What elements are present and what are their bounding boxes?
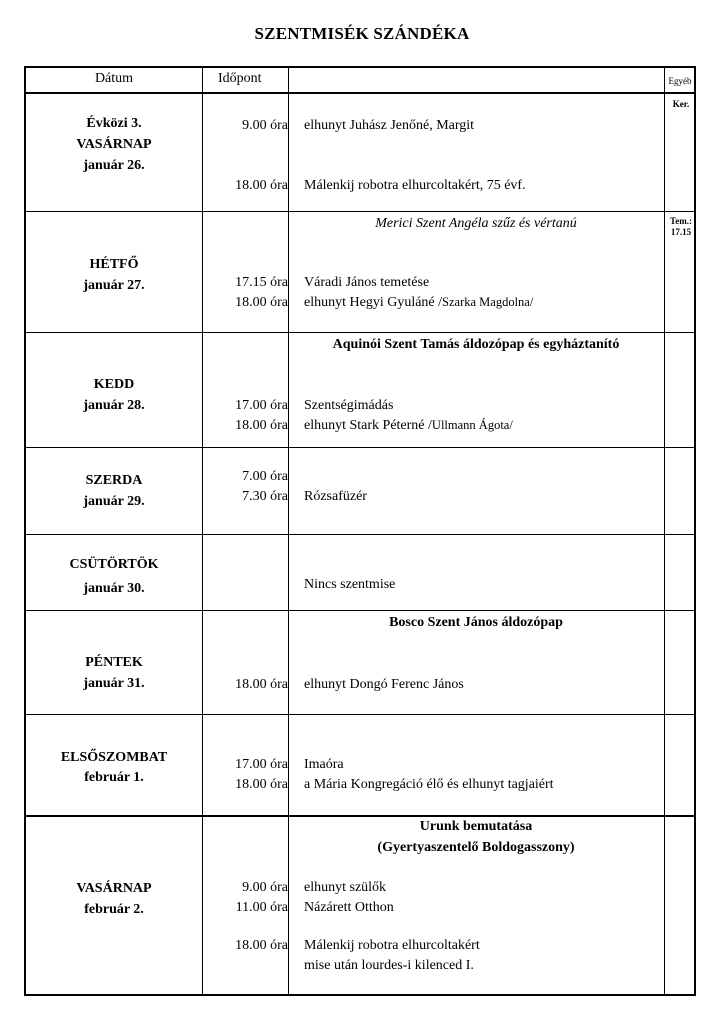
day-name: CSÜTÖRTÖK (69, 557, 159, 572)
mass-time: 18.00 óra (235, 938, 288, 953)
mass-time: 18.00 óra (235, 178, 288, 193)
mass-intention: Málenkij robotra elhurcoltakért, 75 évf. (304, 178, 526, 193)
mass-intention: Szentségimádás (304, 398, 394, 413)
day-date: január 29. (83, 494, 145, 509)
row-divider (26, 447, 694, 448)
feast-name: (Gyertyaszentelő Boldogasszony) (377, 840, 575, 855)
header-other: Egyéb (668, 76, 692, 86)
day-name: VASÁRNAP (76, 881, 152, 896)
other-note: Tem.: (670, 216, 692, 226)
day-name: PÉNTEK (85, 655, 143, 670)
row-divider (26, 714, 694, 715)
other-note: 17.15 (670, 227, 692, 237)
feast-name: Urunk bemutatása (419, 819, 533, 834)
day-date: január 30. (83, 581, 145, 596)
day-name: SZERDA (85, 473, 143, 488)
mass-time: 17.15 óra (235, 275, 288, 290)
day-date: január 28. (83, 398, 145, 413)
mass-intention: mise után lourdes-i kilenced I. (304, 958, 474, 973)
day-name: KEDD (93, 377, 135, 392)
day-name: VASÁRNAP (76, 137, 152, 152)
mass-intention: elhunyt Juhász Jenőné, Margit (304, 118, 475, 133)
header-divider (26, 92, 694, 94)
day-date: február 2. (84, 902, 144, 917)
day-name: Évközi 3. (86, 116, 142, 131)
row-divider (26, 534, 694, 535)
mass-intention: elhunyt szülők (304, 880, 387, 895)
mass-time: 18.00 óra (235, 777, 288, 792)
day-date: január 27. (83, 278, 145, 293)
mass-time: 18.00 óra (235, 418, 288, 433)
mass-time: 17.00 óra (235, 757, 288, 772)
mass-time: 11.00 óra (235, 900, 288, 915)
row-divider (26, 610, 694, 611)
mass-intention: Rózsafüzér (304, 489, 367, 504)
header-date: Dátum (94, 71, 134, 86)
intention-text: elhunyt Stark Péterné / (304, 418, 432, 433)
mass-intention: Názárett Otthon (304, 900, 394, 915)
mass-intention: a Mária Kongregáció élő és elhunyt tagjaiért (304, 777, 554, 792)
header-time: Időpont (218, 71, 262, 86)
intention-text: elhunyt Hegyi Gyuláné / (304, 295, 443, 310)
mass-time: 18.00 óra (235, 295, 288, 310)
feast-name: Merici Szent Angéla szűz és vértanú (375, 216, 577, 231)
page-title: SZENTMISÉK SZÁNDÉKA (254, 24, 470, 43)
day-name: ELSŐSZOMBAT (60, 750, 168, 765)
mass-time: 9.00 óra (242, 118, 288, 133)
schedule-table (24, 66, 696, 996)
mass-intention: elhunyt Dongó Ferenc János (304, 677, 464, 692)
day-name: HÉTFŐ (89, 257, 139, 272)
column-divider (664, 68, 665, 994)
day-date: január 31. (83, 676, 145, 691)
mass-intention: Imaóra (304, 757, 344, 772)
intention-note: Ullmann Ágota/ (431, 418, 513, 432)
feast-name: Bosco Szent János áldozópap (389, 615, 563, 630)
mass-time: 17.00 óra (235, 398, 288, 413)
mass-intention: Málenkij robotra elhurcoltakért (304, 938, 480, 953)
mass-intention (304, 416, 513, 435)
feast-name: Aquinói Szent Tamás áldozópap és egyháztanító (332, 337, 620, 352)
row-divider (26, 211, 694, 212)
day-date: január 26. (83, 158, 145, 173)
row-divider (26, 332, 694, 333)
intention-note: Szarka Magdolna/ (442, 295, 534, 309)
mass-time: 9.00 óra (242, 880, 288, 895)
mass-intention: Nincs szentmise (304, 577, 396, 592)
mass-intention: Váradi János temetése (304, 275, 430, 290)
mass-time: 18.00 óra (235, 677, 288, 692)
mass-intention (304, 293, 533, 312)
mass-time: 7.00 óra (242, 469, 288, 484)
other-note: Ker. (672, 99, 690, 109)
day-date: február 1. (84, 770, 144, 785)
column-divider (202, 68, 203, 994)
mass-time: 7.30 óra (242, 489, 288, 504)
